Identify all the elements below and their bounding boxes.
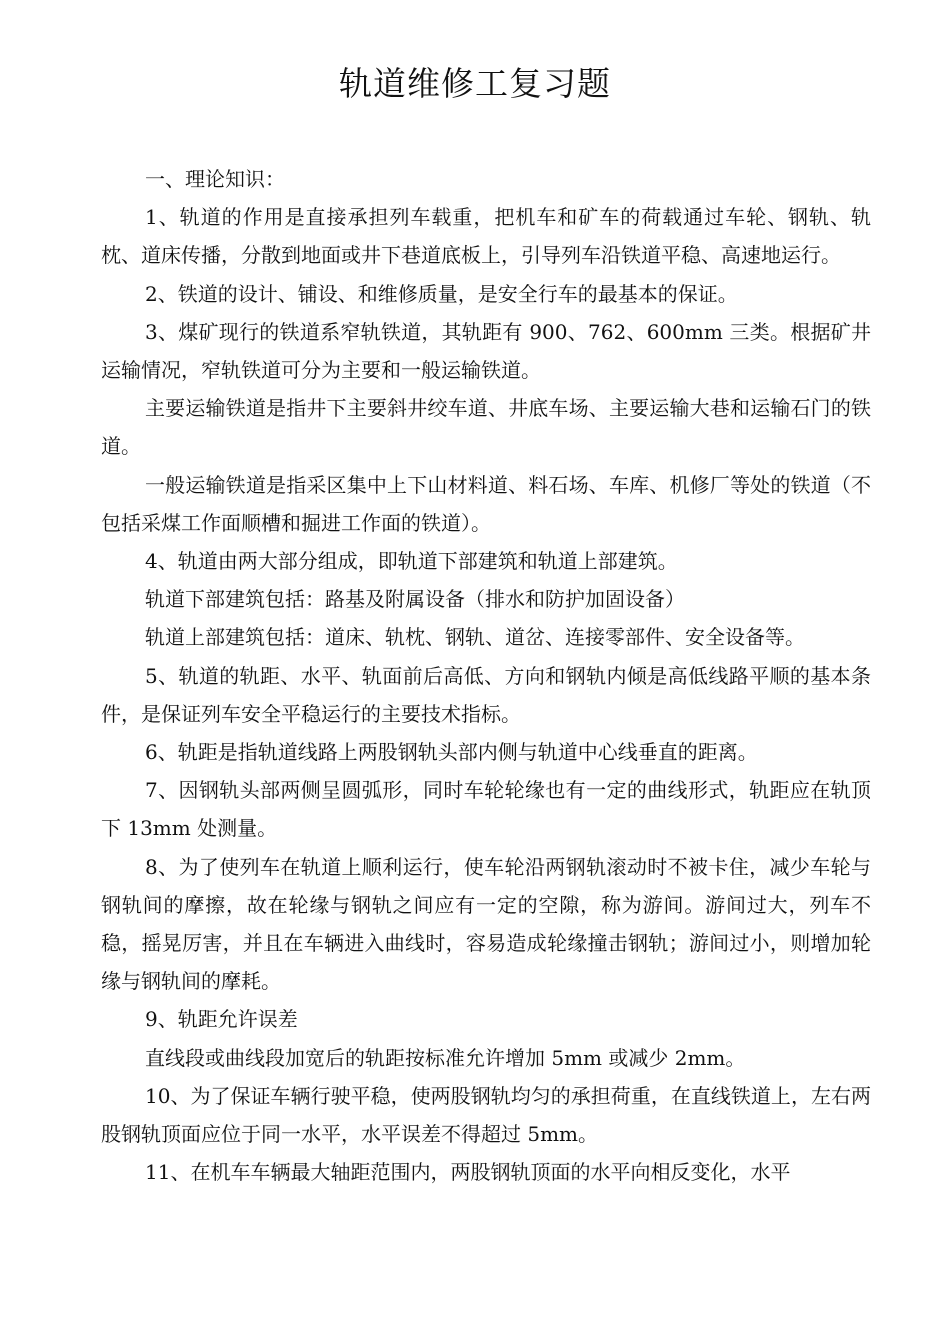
- paragraph-2: 2、铁道的设计、铺设、和维修质量，是安全行车的最基本的保证。: [145, 281, 738, 306]
- paragraph-9-tolerance: 直线段或曲线段加宽后的轨距按标准允许增加 5mm 或减少 2mm。: [145, 1045, 746, 1070]
- paragraph-3: 3、煤矿现行的铁道系窄轨铁道，其轨距有 900、762、600mm 三类。根据矿井运输情况，窄轨铁道可分为主要和一般运输铁道。: [101, 319, 871, 383]
- paragraph-9: 9、轨距允许误差: [145, 1007, 298, 1032]
- section-heading-theory: 一、理论知识：: [145, 167, 285, 191]
- paragraph-5: 5、轨道的轨距、水平、轨面前后高低、方向和钢轨内倾是高低线路平顺的基本条件，是保证列车安全平稳运行的主要技术指标。: [101, 663, 871, 726]
- paragraph-7: 7、因钢轨头部两侧呈圆弧形，同时车轮轮缘也有一定的曲线形式，轨距应在轨顶下 13mm 处测量。: [101, 778, 871, 841]
- paragraph-8: 8、为了使列车在轨道上顺利运行，使车轮沿两钢轨滚动时不被卡住，减少车轮与钢轨间的摩擦，故在轮缘与钢轨之间应有一定的空隙，称为游间。游间过大，列车不稳，摇晃厉害，并且在车辆进入曲线时，容易造成轮缘撞击钢轨；游间过小，则增加轮缘与钢轨间的摩耗。: [101, 854, 871, 994]
- document-body: [101, 160, 871, 1191]
- paragraph-4-upper-structure: 轨道上部建筑包括：道床、轨枕、钢轨、道岔、连接零部件、安全设备等。: [145, 625, 805, 650]
- paragraph-6: 6、轨距是指轨道线路上两股钢轨头部内侧与轨道中心线垂直的距离。: [145, 740, 758, 765]
- paragraph-1: 1、轨道的作用是直接承担列车载重，把机车和矿车的荷载通过车轮、钢轨、轨枕、道床传播，分散到地面或井下巷道底板上，引导列车沿铁道平稳、高速地运行。: [101, 205, 871, 268]
- paragraph-4: 4、轨道由两大部分组成，即轨道下部建筑和轨道上部建筑。: [145, 549, 678, 574]
- paragraph-4-lower-structure: 轨道下部建筑包括：路基及附属设备（排水和防护加固设备）: [145, 587, 685, 612]
- paragraph-3-general-transport: 一般运输铁道是指采区集中上下山材料道、料石场、车库、机修厂等处的铁道（不包括采煤工作面顺槽和掘进工作面的铁道）。: [101, 472, 871, 535]
- document-title: 轨道维修工复习题: [339, 64, 611, 103]
- paragraph-10: 10、为了保证车辆行驶平稳，使两股钢轨均匀的承担荷重，在直线铁道上，左右两股钢轨顶面应位于同一水平，水平误差不得超过 5mm。: [101, 1083, 871, 1147]
- paragraph-3-main-transport: 主要运输铁道是指井下主要斜井绞车道、井底车场、主要运输大巷和运输石门的铁道。: [101, 396, 871, 459]
- paragraph-11: 11、在机车车辆最大轴距范围内，两股钢轨顶面的水平向相反变化，水平: [145, 1160, 791, 1185]
